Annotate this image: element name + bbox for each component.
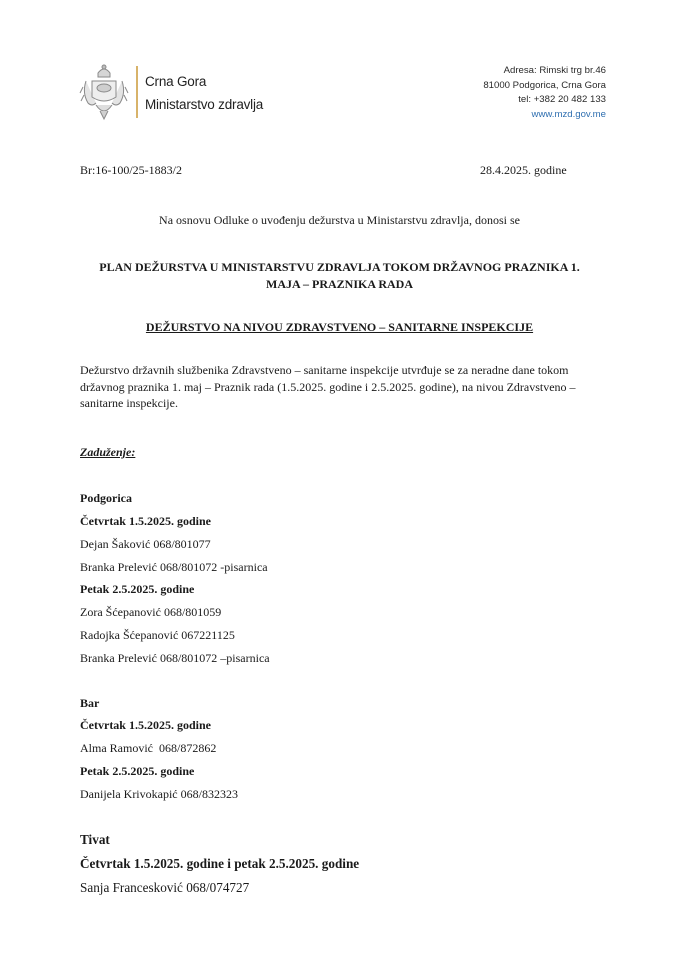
organization-name [145, 70, 263, 116]
day-heading: Četvrtak 1.5.2025. godine [80, 718, 211, 732]
day-heading: Četvrtak 1.5.2025. godine [80, 514, 211, 528]
contact-phone: tel: +382 20 482 133 [518, 94, 606, 106]
staff-entry: Branka Prelević 068/801072 –pisarnica [80, 651, 270, 665]
location-heading-tivat: Tivat [80, 832, 110, 847]
paragraph-line-2: državnog praznika 1. maj – Praznik rada (1.5.2025. godine i 2.5.2025. godine), na nivou Zdravstveno – [80, 379, 576, 394]
section-subtitle: DEŽURSTVO NA NIVOU ZDRAVSTVENO – SANITARNE INSPEKCIJE [145, 320, 534, 334]
contact-block [483, 64, 606, 122]
country-name: Crna Gora [145, 74, 207, 89]
day-heading: Petak 2.5.2025. godine [80, 582, 195, 596]
staff-entry: Sanja Franceskov​ić 068/074727 [80, 880, 250, 895]
assignment-heading: Zaduženje: [80, 445, 136, 459]
website-link[interactable]: www.mzd.gov.me [531, 108, 606, 120]
staff-entry: Danijela Krivokapić 068/832323 [80, 787, 238, 801]
title-line-1: PLAN DEŽURSTVA U MINISTARSTVU ZDRAVLJA TOKOM DRŽAVNOG PRAZNIKA 1. [99, 260, 580, 274]
intro-text: Na osnovu Odluke o uvođenju dežurstva u Ministarstvu zdravlja, donosi se [159, 213, 520, 227]
location-heading-bar: Bar [80, 696, 100, 710]
staff-entry: Alma Ramović 068/872862 [80, 741, 217, 755]
location-heading-podgorica: Podgorica [80, 491, 132, 505]
ministry-name: Ministarstvo zdravlja [145, 97, 264, 112]
day-heading: Četvrtak 1.5.2025. godine i petak 2.5.2025. godine [80, 856, 360, 871]
staff-entry: Dejan Šaković 068/801077 [80, 537, 211, 551]
staff-entry: Zora Šćepanović 068/801059 [80, 605, 222, 619]
document-date: 28.4.2025. godine [480, 163, 567, 177]
staff-entry: Radojka Šćepanović 067221125 [80, 628, 235, 642]
header-divider [136, 66, 138, 118]
document-title [60, 259, 619, 292]
paragraph-line-3: sanitarne inspekcije. [80, 396, 178, 410]
contact-city: 81000 Podgorica, Crna Gora [483, 79, 606, 91]
reference-number: Br:16-100/25-1883/2 [80, 163, 182, 177]
paragraph-line-1: Dežurstvo državnih službenika Zdravstveno – sanitarne inspekcije utvrđuje se za neradne dane tokom [80, 363, 569, 377]
staff-entry: Branka Prelević 068/801072 -pisarnica [80, 560, 268, 574]
description-paragraph [80, 362, 600, 412]
contact-address: Adresa: Rimski trg br.46 [503, 65, 606, 76]
title-line-2: MAJA – PRAZNIKA RADA [266, 276, 413, 291]
montenegro-coat-of-arms-icon [78, 63, 130, 121]
day-heading: Petak 2.5.2025. godine [80, 764, 195, 778]
